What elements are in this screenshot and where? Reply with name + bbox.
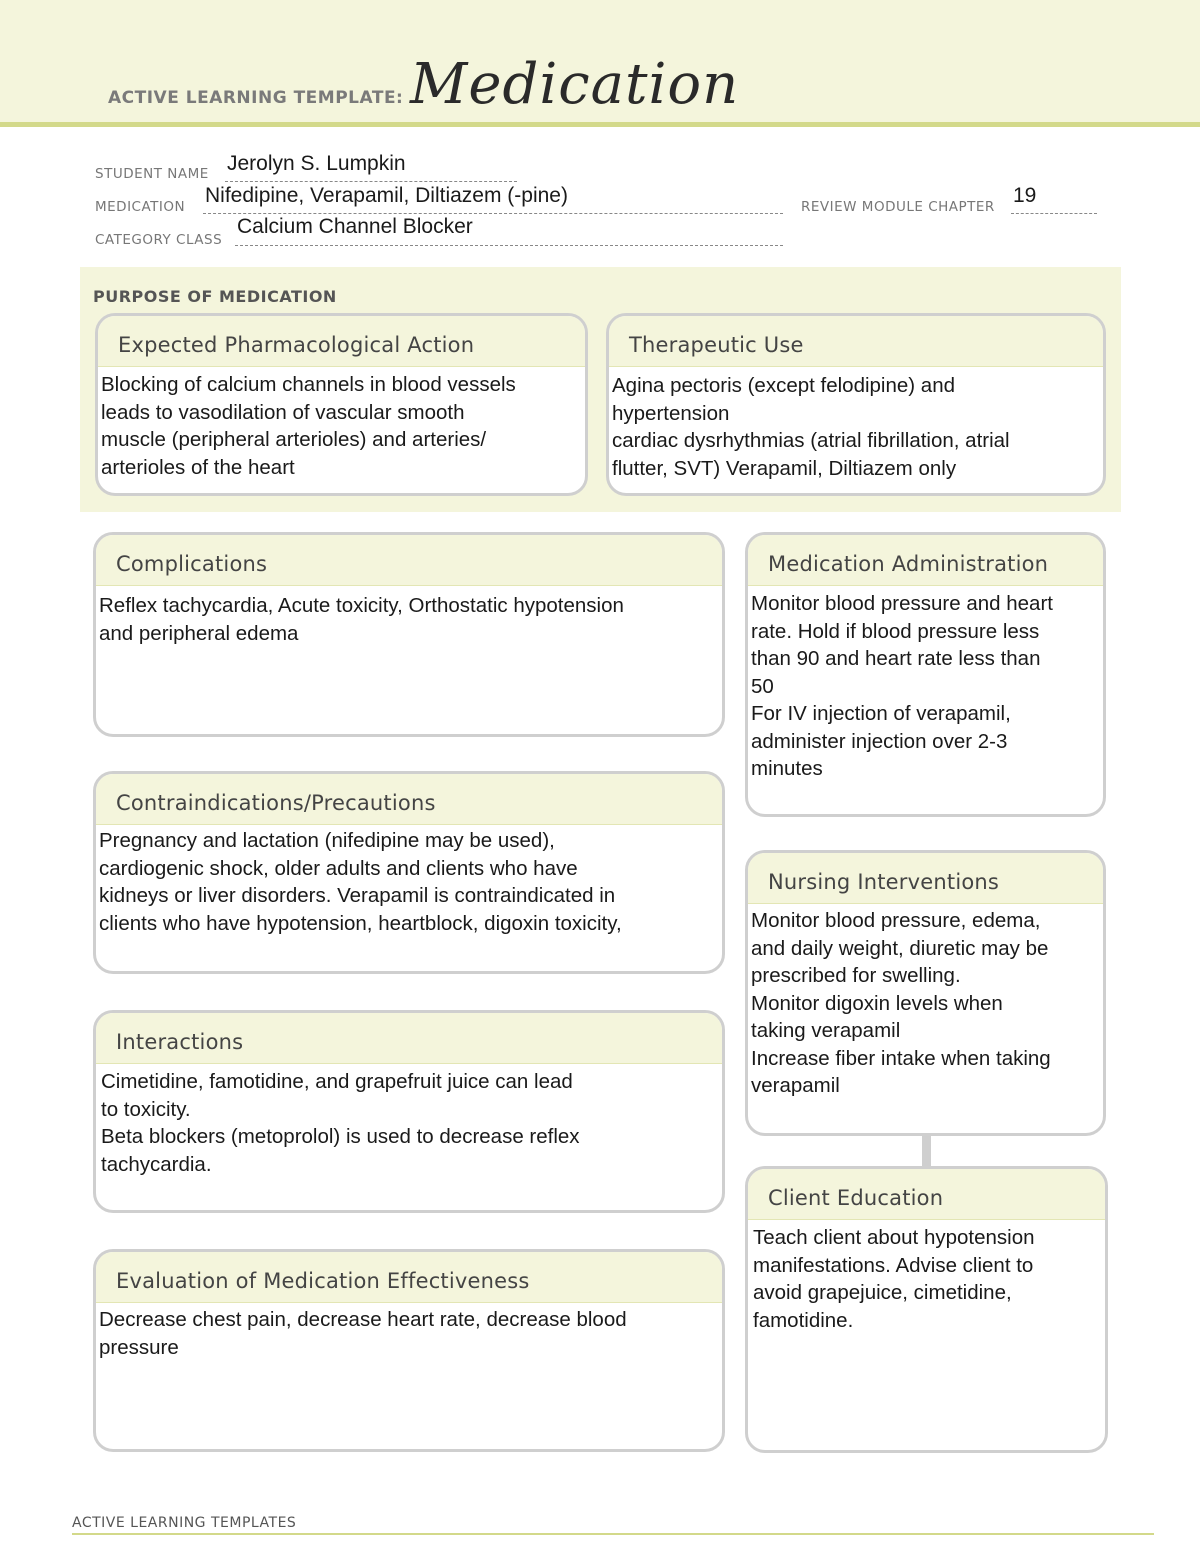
nursing-line: taking verapamil	[751, 1019, 901, 1042]
page-title: Medication	[410, 52, 740, 117]
nursing-line: verapamil	[751, 1074, 840, 1097]
administration-heading: Medication Administration	[768, 552, 1049, 576]
student-name-label: STUDENT NAME	[95, 166, 209, 182]
complications-body	[96, 586, 722, 647]
interactions-line: Cimetidine, famotidine, and grapefruit juice can lead	[101, 1070, 573, 1093]
contraindications-line: cardiogenic shock, older adults and clients who have	[99, 856, 578, 880]
education-line: manifestations. Advise client to	[753, 1253, 1034, 1277]
medication-label: MEDICATION	[95, 199, 186, 215]
evaluation-body	[96, 1303, 722, 1361]
nursing-box[interactable]	[745, 850, 1106, 1136]
template-label: ACTIVE LEARNING TEMPLATE:	[108, 88, 404, 108]
evaluation-line: Decrease chest pain, decrease heart rate, decrease blood	[99, 1308, 627, 1331]
contraindications-line: kidneys or liver disorders. Verapamil is contraindicated in	[99, 884, 616, 907]
nursing-header	[748, 853, 1103, 904]
therapeutic-use-line: flutter, SVT) Verapamil, Diltiazem only	[612, 456, 957, 480]
interactions-line: tachycardia.	[101, 1152, 212, 1176]
interactions-line: to toxicity.	[101, 1097, 191, 1121]
administration-line: minutes	[751, 757, 823, 780]
education-heading: Client Education	[768, 1186, 944, 1210]
student-name-line	[225, 181, 517, 182]
purpose-title: PURPOSE OF MEDICATION	[93, 287, 337, 306]
therapeutic-use-header	[609, 316, 1103, 367]
complications-line: and peripheral edema	[99, 621, 299, 645]
medication-line	[203, 213, 783, 214]
evaluation-heading: Evaluation of Medication Effectiveness	[116, 1269, 530, 1293]
review-module-field[interactable]: 19	[1013, 184, 1037, 207]
administration-line: 50	[751, 674, 774, 698]
education-body	[748, 1220, 1105, 1334]
expected-action-body	[98, 367, 585, 481]
administration-line: Monitor blood pressure and heart	[751, 592, 1053, 615]
category-class-line	[235, 245, 783, 246]
therapeutic-use-line: cardiac dysrhythmias (atrial fibrillation, atrial	[612, 429, 1010, 452]
medication-field[interactable]: Nifedipine, Verapamil, Diltiazem (-pine)	[205, 184, 568, 207]
education-box[interactable]	[745, 1166, 1108, 1453]
expected-action-line: Blocking of calcium channels in blood vessels	[101, 373, 516, 396]
therapeutic-use-line: Agina pectoris (except felodipine) and	[612, 374, 956, 397]
connector-bar	[922, 1135, 931, 1166]
header-banner	[0, 0, 1200, 127]
education-header	[748, 1169, 1105, 1220]
therapeutic-use-heading: Therapeutic Use	[629, 333, 804, 357]
category-class-label: CATEGORY CLASS	[95, 232, 223, 248]
administration-box[interactable]	[745, 532, 1106, 817]
complications-heading: Complications	[116, 552, 268, 576]
contraindications-header	[96, 774, 722, 825]
category-class-field[interactable]: Calcium Channel Blocker	[237, 215, 473, 238]
administration-line: than 90 and heart rate less than	[751, 647, 1041, 670]
nursing-line: Monitor digoxin levels when	[751, 991, 1003, 1015]
student-name-field[interactable]: Jerolyn S. Lumpkin	[227, 152, 406, 175]
footer-label: ACTIVE LEARNING TEMPLATES	[72, 1515, 297, 1531]
complications-header	[96, 535, 722, 586]
review-module-line	[1011, 213, 1097, 214]
evaluation-line: pressure	[99, 1335, 179, 1359]
administration-line: rate. Hold if blood pressure less	[751, 619, 1040, 643]
contraindications-box[interactable]	[93, 771, 725, 974]
education-line: avoid grapejuice, cimetidine,	[753, 1281, 1012, 1304]
expected-action-line: arterioles of the heart	[101, 455, 295, 479]
administration-header	[748, 535, 1103, 586]
complications-box[interactable]	[93, 532, 725, 737]
therapeutic-use-box[interactable]	[606, 313, 1106, 496]
complications-line: Reflex tachycardia, Acute toxicity, Orthostatic hypotension	[99, 594, 624, 617]
therapeutic-use-line: hypertension	[612, 401, 730, 425]
contraindications-line: Pregnancy and lactation (nifedipine may be used),	[99, 829, 555, 852]
administration-body	[748, 586, 1103, 783]
footer-divider	[72, 1533, 1154, 1535]
contraindications-line: clients who have hypotension, heartblock, digoxin toxicity,	[99, 911, 622, 935]
administration-line: For IV injection of verapamil,	[751, 702, 1011, 725]
interactions-box[interactable]	[93, 1010, 725, 1213]
interactions-header	[96, 1013, 722, 1064]
nursing-body	[748, 904, 1103, 1100]
expected-action-header	[98, 316, 585, 367]
education-line: Teach client about hypotension	[753, 1226, 1035, 1249]
review-module-label: REVIEW MODULE CHAPTER	[801, 199, 995, 215]
nursing-line: and daily weight, diuretic may be	[751, 936, 1049, 960]
nursing-line: Increase fiber intake when taking	[751, 1046, 1051, 1070]
interactions-heading: Interactions	[116, 1030, 244, 1054]
expected-action-line: muscle (peripheral arterioles) and arteries/	[101, 428, 487, 451]
expected-action-box[interactable]	[95, 313, 588, 496]
therapeutic-use-body	[609, 367, 1103, 482]
administration-line: administer injection over 2-3	[751, 729, 1008, 753]
contraindications-heading: Contraindications/Precautions	[116, 791, 436, 815]
nursing-heading: Nursing Interventions	[768, 870, 1000, 894]
interactions-body	[96, 1064, 722, 1178]
nursing-line: Monitor blood pressure, edema,	[751, 909, 1041, 932]
education-line: famotidine.	[753, 1308, 854, 1332]
contraindications-body	[96, 825, 722, 937]
evaluation-header	[96, 1252, 722, 1303]
expected-action-heading: Expected Pharmacological Action	[118, 333, 475, 357]
interactions-line: Beta blockers (metoprolol) is used to decrease reflex	[101, 1125, 580, 1148]
nursing-line: prescribed for swelling.	[751, 964, 961, 987]
expected-action-line: leads to vasodilation of vascular smooth	[101, 400, 465, 424]
evaluation-box[interactable]	[93, 1249, 725, 1452]
